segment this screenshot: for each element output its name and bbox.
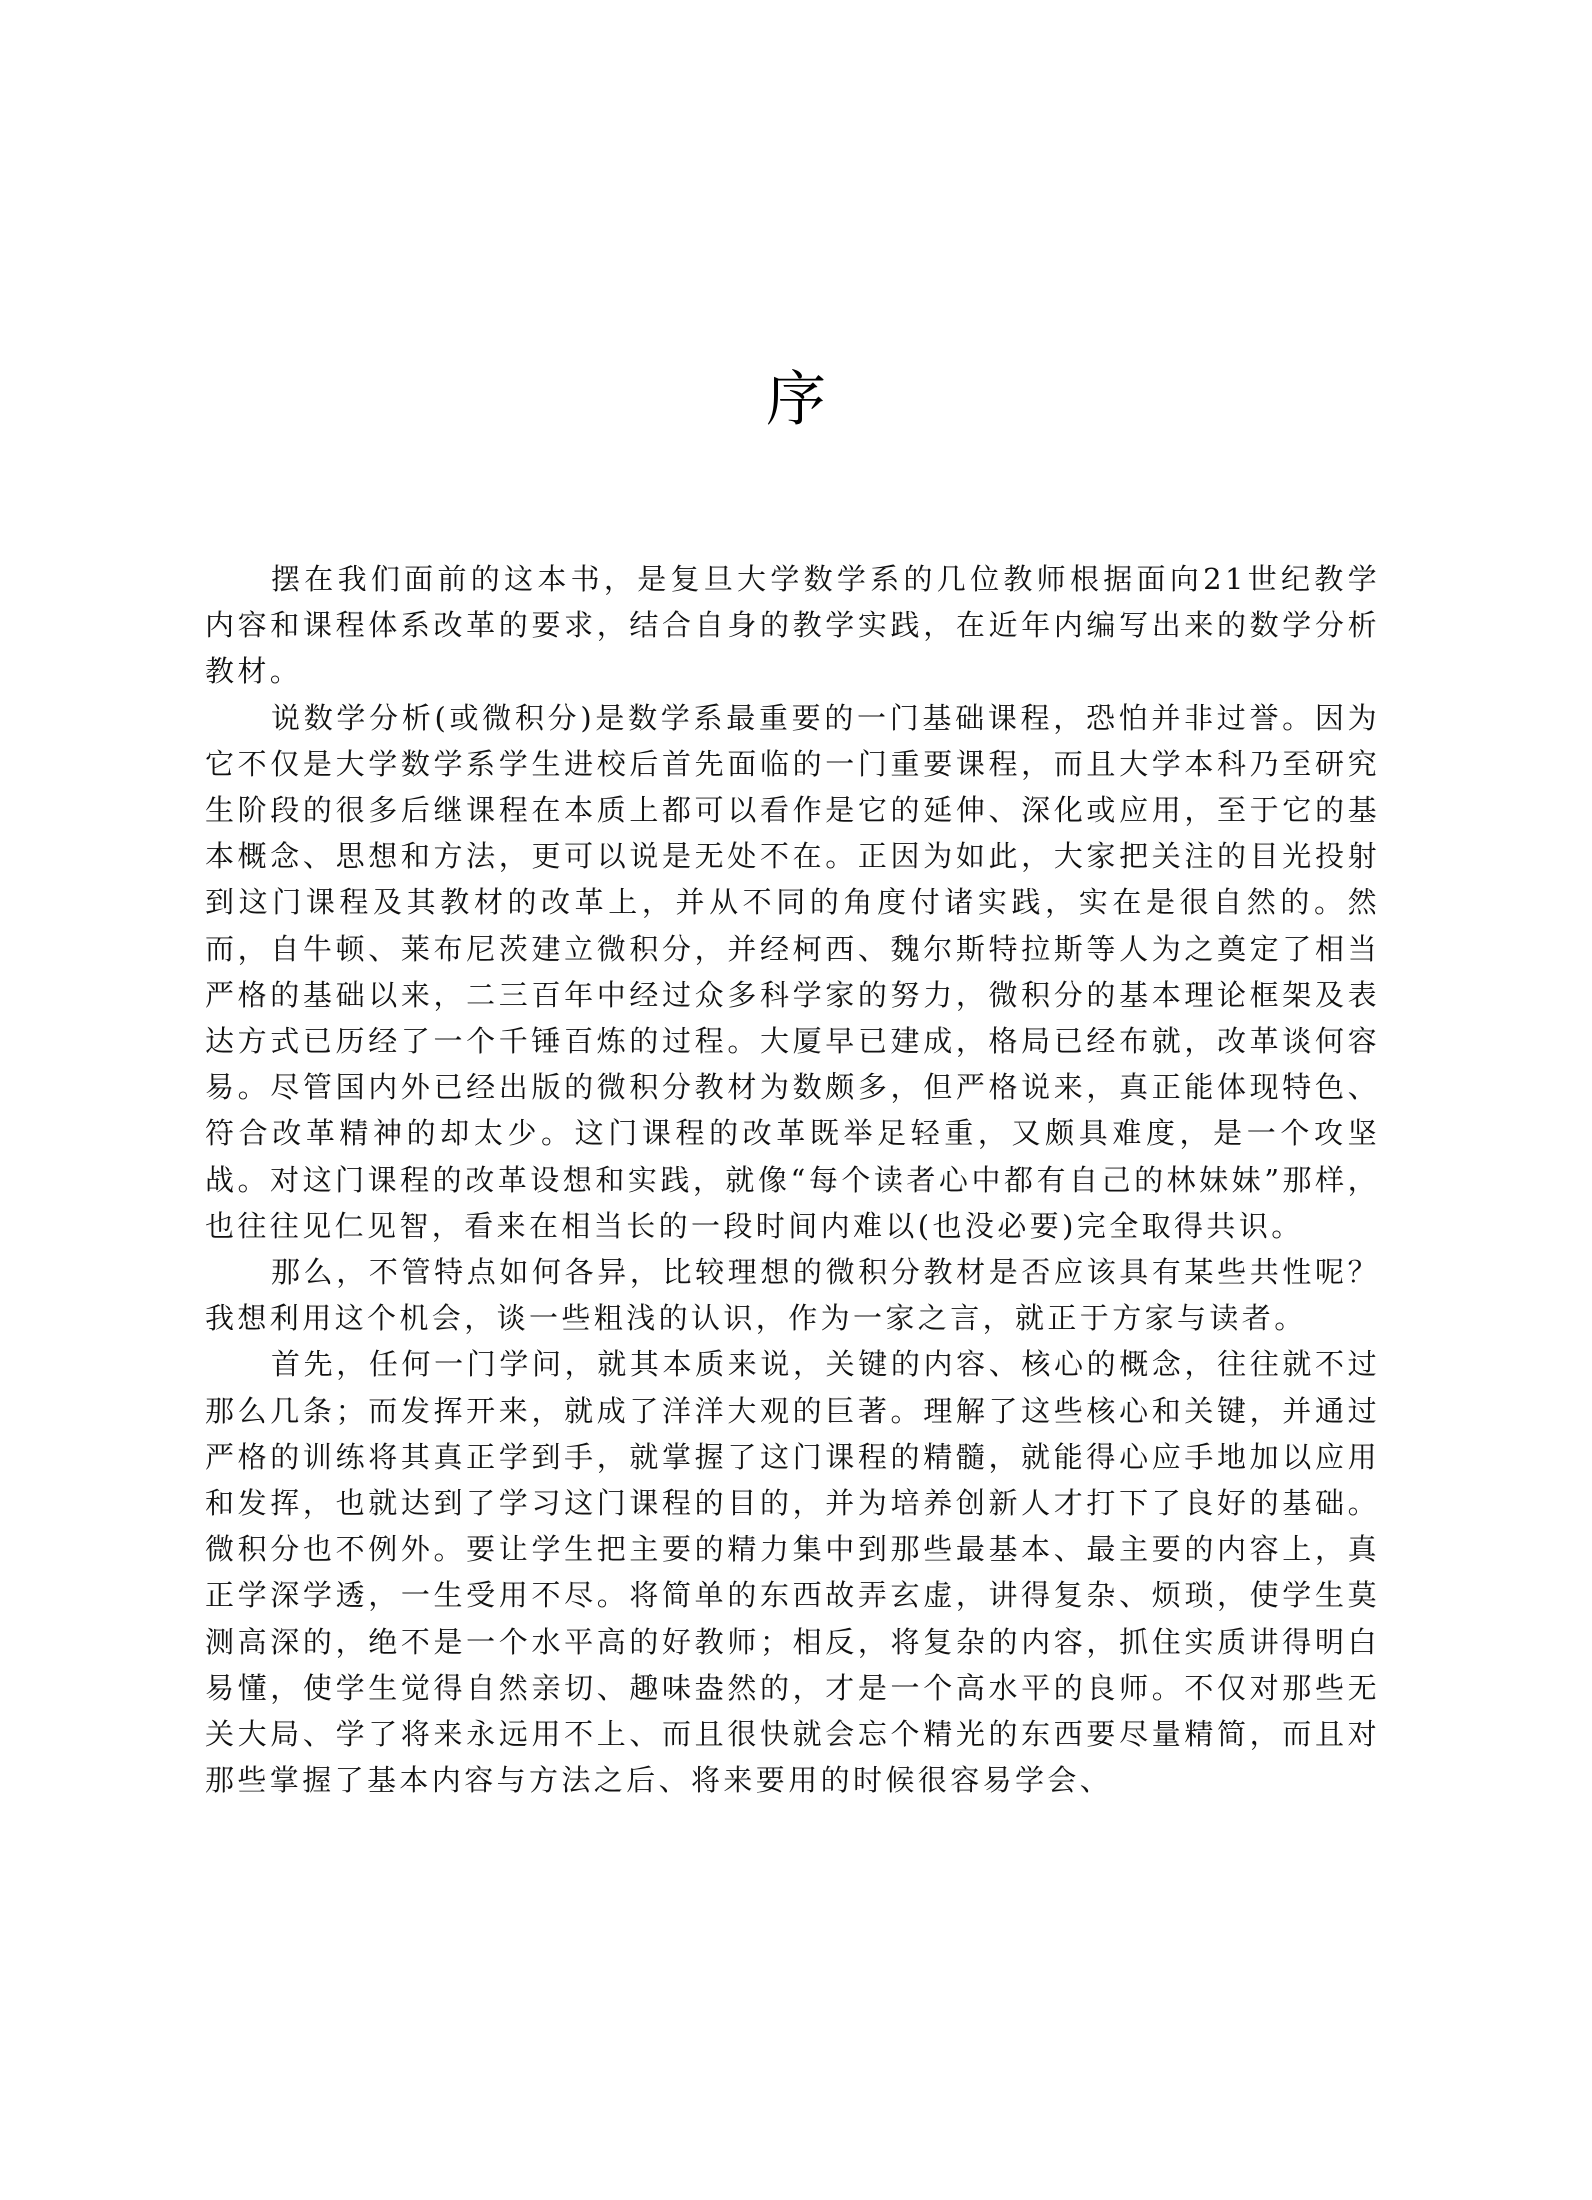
paragraph-1: 摆在我们面前的这本书，是复旦大学数学系的几位教师根据面向21世纪教学内容和课程体系改革的要求，结合自身的教学实践，在近年内编写出来的数学分析教材。 [205,562,1380,689]
paragraph-4: 首先，任何一门学问，就其本质来说，关键的内容、核心的概念，往往就不过那么几条；而发挥开来，就成了洋洋大观的巨著。理解了这些核心和关键，并通过严格的训练将其真正学到手，就掌握了这门课程的精髓，就能得心应手地加以应用和发挥，也就达到了学习这门课程的目的，并为培养创新人才打下了良好的基础。微积分也不例外。要让学生把主要的精力集中到那些最基本、最主要的内容上，真正学深学透，一生受用不尽。将简单的东西故弄玄虚，讲得复杂、烦琐，使学生莫测高深的，绝不是一个水平高的好教师；相反，将复杂的内容，抓住实质讲得明白易懂，使学生觉得自然亲切、趣味盎然的，才是一个高水平的良师。不仅对那些无关大局、学了将来永远用不上、而且很快就会忘个精光的东西要尽量精简，而且对那些掌握了基本内容与方法之后、将来要用的时候很容易学会、 [205,1347,1380,1798]
paragraph-2: 说数学分析(或微积分)是数学系最重要的一门基础课程，恐怕并非过誉。因为它不仅是大学数学系学生进校后首先面临的一门重要课程，而且大学本科乃至研究生阶段的很多后继课程在本质上都可以看作是它的延伸、深化或应用，至于它的基本概念、思想和方法，更可以说是无处不在。正因为如此，大家把关注的目光投射到这门课程及其教材的改革上，并从不同的角度付诸实践，实在是很自然的。然而，自牛顿、莱布尼茨建立微积分，并经柯西、魏尔斯特拉斯等人为之奠定了相当严格的基础以来，二三百年中经过众多科学家的努力，微积分的基本理论框架及表达方式已历经了一个千锤百炼的过程。大厦早已建成，格局已经布就，改革谈何容易。尽管国内外已经出版的微积分教材为数颇多，但严格说来，真正能体现特色、符合改革精神的却太少。这门课程的改革既举足轻重，又颇具难度，是一个攻坚战。对这门课程的改革设想和实践，就像“每个读者心中都有自己的林妹妹”那样，也往往见仁见智，看来在相当长的一段时间内难以(也没必要)完全取得共识。 [205,700,1380,1243]
body-text [205,556,1380,1803]
paragraph-3: 那么，不管特点如何各异，比较理想的微积分教材是否应该具有某些共性呢？我想利用这个机会，谈一些粗浅的认识，作为一家之言，就正于方家与读者。 [205,1255,1380,1336]
page-title: 序 [766,365,826,435]
